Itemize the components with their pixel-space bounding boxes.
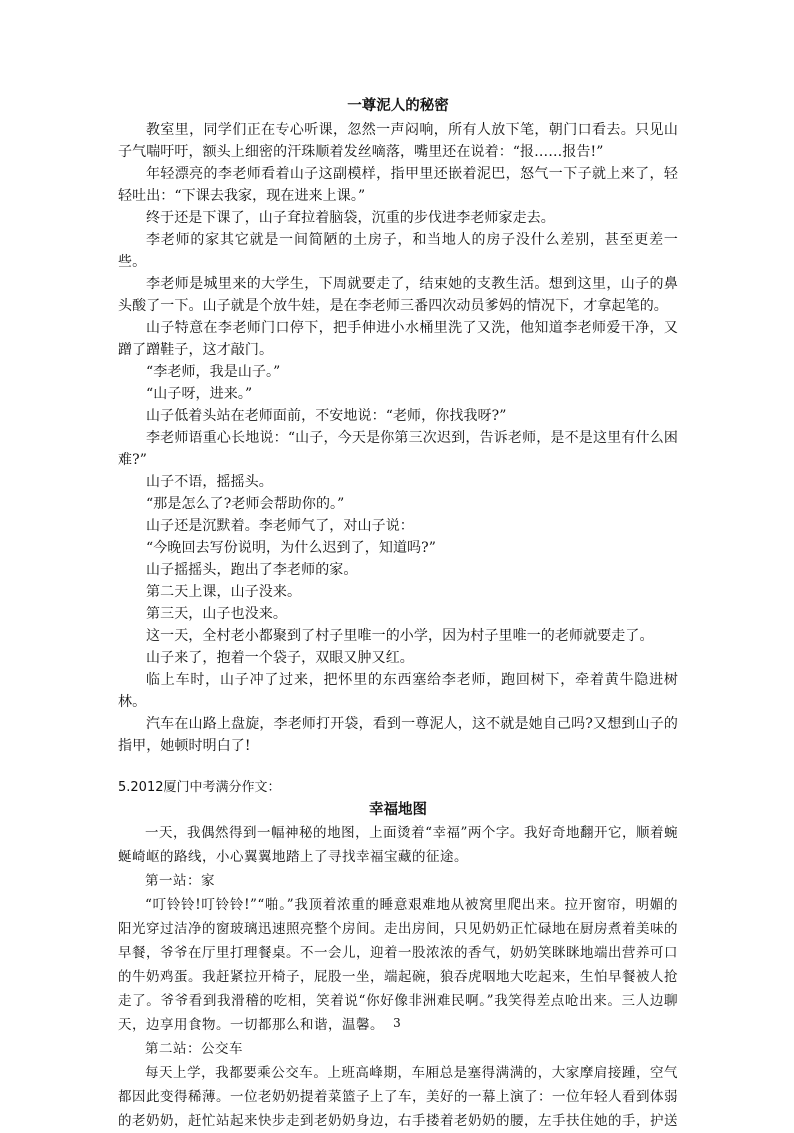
paragraph: 第一站：家 [145, 873, 215, 889]
paragraph: 终于还是下课了，山子耷拉着脑袋，沉重的步伐进李老师家走去。 [146, 210, 555, 226]
paragraph: 第二天上课，山子没来。 [146, 584, 302, 600]
paragraph: “山子呀，进来。” [146, 386, 253, 402]
essay-section [118, 777, 678, 1133]
paragraph: 第三天，山子也没来。 [146, 606, 287, 622]
paragraph: 山子来了，抱着一个袋子，双眼又肿又红。 [146, 650, 414, 666]
paragraph: 汽车在山路上盘旋，李老师打开袋，看到一尊泥人，这不就是她自己吗?又想到山子的指甲，她顿时明白了! [118, 716, 678, 754]
story-section [118, 95, 678, 757]
paragraph: 山子摇摇头，跑出了李老师的家。 [146, 562, 358, 578]
paragraph: 李老师语重心长地说：“山子，今天是你第三次迟到，告诉老师，是不是这里有什么困难?” [118, 430, 678, 468]
essay-title: 幸福地图 [369, 801, 427, 818]
paragraph: 李老师的家其它就是一间简陋的土房子，和当地人的房子没什么差别，甚至更差一些。 [118, 232, 678, 270]
paragraph: 山子特意在李老师门口停下，把手伸进小水桶里洗了又洗，他知道李老师爱干净，又蹭了蹭鞋子，这才敲门。 [118, 320, 678, 358]
paragraph: 一天，我偶然得到一幅神秘的地图，上面烫着“幸福”两个字。我好奇地翻开它，顺着蜿蜒崎岖的路线，小心翼翼地踏上了寻找幸福宝藏的征途。 [118, 825, 678, 865]
paragraph: 这一天，全村老小都聚到了村子里唯一的小学，因为村子里唯一的老师就要走了。 [146, 628, 654, 644]
paragraph: “今晚回去写份说明，为什么迟到了，知道吗?” [146, 540, 437, 556]
paragraph: “李老师，我是山子。” [146, 364, 281, 380]
paragraph: 山子不语，摇摇头。 [146, 474, 273, 490]
section-gap [118, 757, 678, 777]
paragraph: 山子低着头站在老师面前，不安地说：“老师，你找我呀?” [146, 408, 507, 424]
paragraph: “那是怎么了?老师会帮助你的。” [146, 496, 345, 512]
paragraph: 山子还是沉默着。李老师气了，对山子说： [146, 518, 414, 534]
paragraph: 第二站：公交车 [145, 1041, 243, 1057]
story-title: 一尊泥人的秘密 [347, 97, 449, 114]
paragraph: 教室里，同学们正在专心听课，忽然一声闷响，所有人放下笔，朝门口看去。只见山子气喘吁吁，额头上细密的汗珠顺着发丝嘀落，嘴里还在说着：“报……报告!” [118, 122, 678, 160]
paragraph: 李老师是城里来的大学生，下周就要走了，结束她的支教生活。想到这里，山子的鼻头酸了一下。山子就是个放牛娃，是在李老师三番四次动员爹妈的情况下，才拿起笔的。 [118, 276, 678, 314]
paragraph: 年轻漂亮的李老师看着山子这副模样，指甲里还嵌着泥巴，怒气一下子就上来了，轻轻吐出：“下课去我家，现在进来上课。” [118, 166, 678, 204]
essay-heading: 5.2012厦门中考满分作文： [118, 780, 281, 795]
page-content [118, 95, 678, 1133]
paragraph: 每天上学，我都要乘公交车。上班高峰期，车厢总是塞得满满的，大家摩肩接踵，空气都因此变得稀薄。一位老奶奶提着菜篮子上了车，美好的一幕上演了：一位年轻人看到体弱的老奶奶，赶忙站起来快步走到老奶奶身边，右手搂着老奶奶的腰，左手扶住她的手，护送 [118, 1065, 678, 1129]
paragraph: 临上车时，山子冲了过来，把怀里的东西塞给李老师，跑回树下，牵着黄牛隐进树林。 [118, 672, 678, 710]
page-number: 3 [393, 1016, 401, 1030]
paragraph: “叮铃铃!叮铃铃!”“啪。”我顶着浓重的睡意艰难地从被窝里爬出来。拉开窗帘，明媚的阳光穿过洁净的窗玻璃迅速照亮整个房间。走出房间，只见奶奶正忙碌地在厨房煮着美味的早餐，爷爷在厅里打理餐桌。不一会儿，迎着一股浓浓的香气，奶奶笑眯眯地端出营养可口的牛奶鸡蛋。我赶紧拉开椅子，屁股一坐，端起碗，狼吞虎咽地大吃起来，生怕早餐被人抢走了。爷爷看到我滑稽的吃相，笑着说“你好像非洲难民啊。”我笑得差点呛出来。三人边聊天，边享用食物。一切都那么和谐，温馨。 [118, 897, 678, 1033]
